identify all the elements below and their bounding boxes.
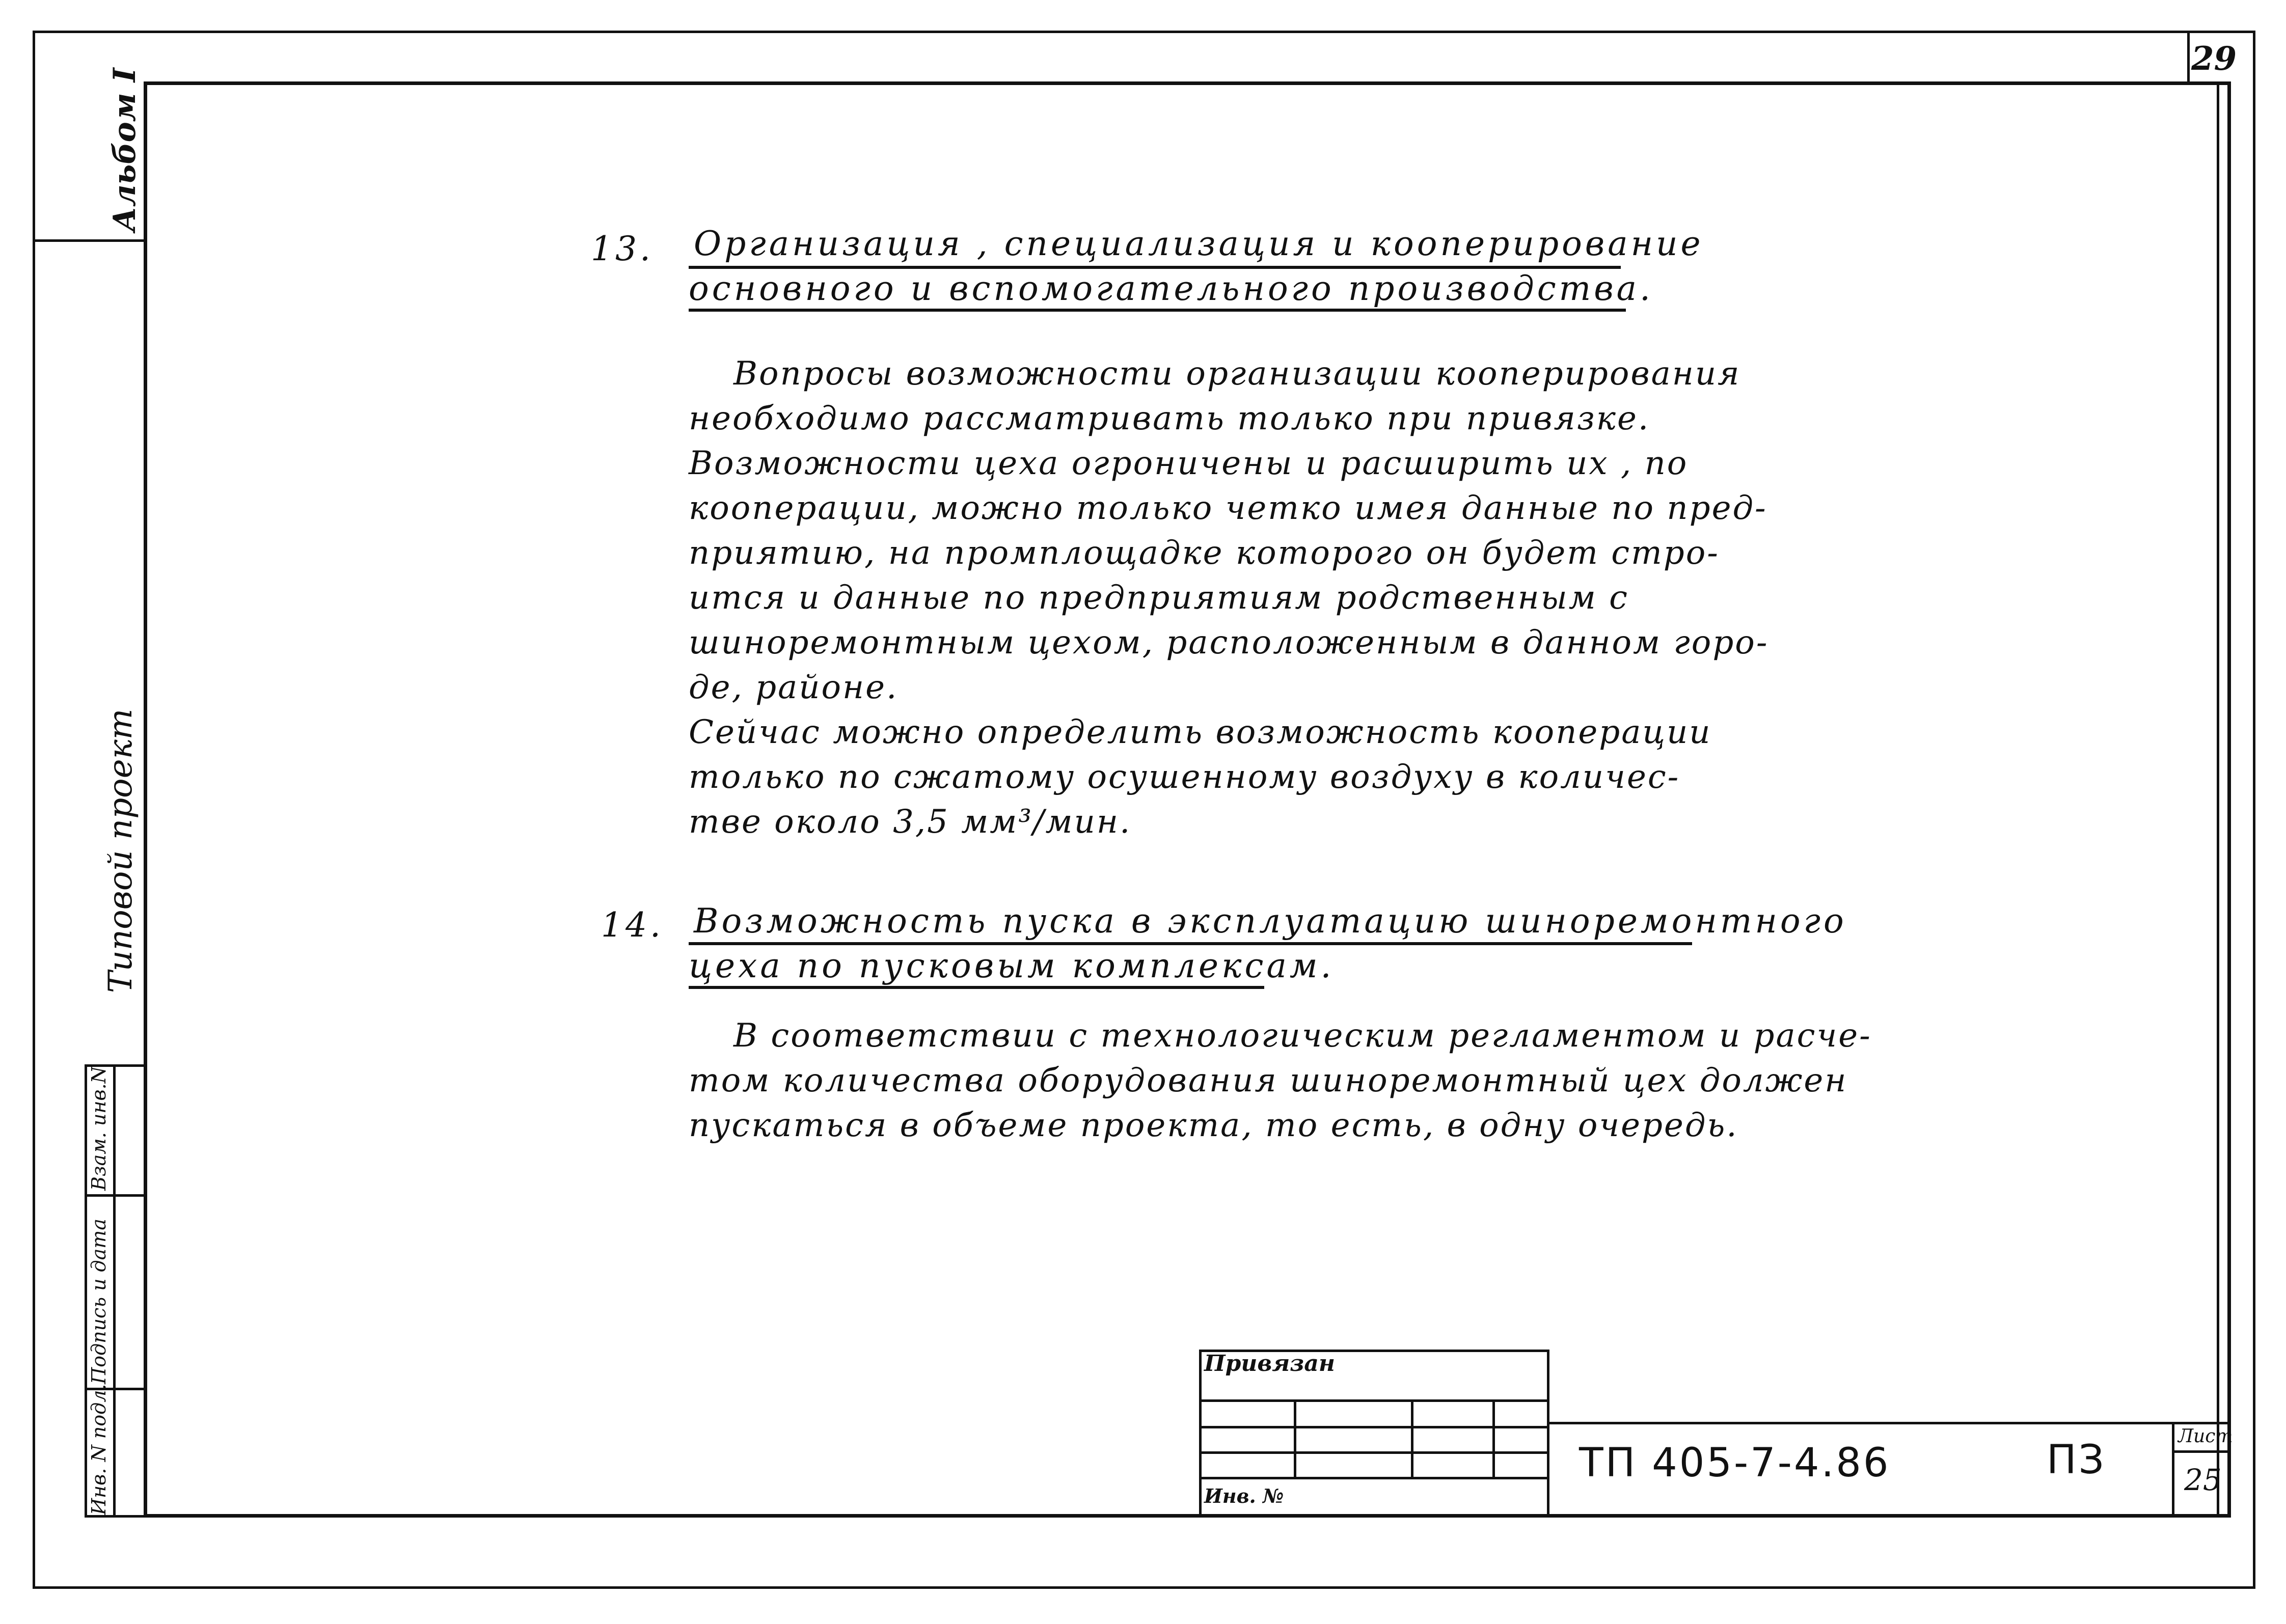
s14-line: В соответствии с технологическим регламентом и расче- [733, 1017, 1872, 1055]
section13-underline2 [689, 309, 1626, 312]
stamp-hline1 [1199, 1399, 1549, 1402]
field-sign-date: Подпись и дата [88, 1218, 110, 1384]
stamp-vline1 [1294, 1399, 1296, 1477]
field-inv-original: Инв. N подл. [88, 1384, 110, 1515]
section14-paragraph [689, 1013, 1872, 1148]
stamp-vline3 [1492, 1399, 1495, 1477]
s13-line: Возможности цеха огроничены и расширить их , по [689, 445, 1689, 482]
sheet-corner-number: 29 [2191, 40, 2237, 78]
section14-number: 14. [601, 905, 664, 945]
stamp-hline2 [1199, 1426, 1549, 1428]
s13-line: де, районе. [689, 669, 899, 706]
s13-line: только по сжатому осушенному воздуху в количес- [689, 758, 1680, 796]
right-frame-double-line [2217, 81, 2219, 1518]
left-strip-divider [33, 239, 144, 242]
section14-title-line2: цеха по пусковым комплексам. [689, 946, 1335, 985]
s13-line: Вопросы возможности организации кооперирования [733, 355, 1741, 393]
s13-line: ится и данные по предприятиям родственным с [689, 579, 1629, 617]
sheet-cell-divider [2172, 1450, 2231, 1453]
section14-underline1 [689, 942, 1692, 945]
section13-number: 13. [591, 229, 654, 268]
left-fields-sep1 [85, 1194, 144, 1197]
project-type-label: Типовой проект [102, 708, 140, 993]
s13-line: кооперации, можно только четко имея данные по пред- [689, 489, 1767, 527]
section14-title-line1: Возможность пуска в эксплуатацию шиноремонтного [694, 901, 1847, 941]
stamp-vline2 [1411, 1399, 1413, 1477]
section13-paragraph [689, 351, 1768, 844]
section13-title-line1: Организация , специализация и кооперирование [694, 224, 1704, 263]
s14-line: том количества оборудования шиноремонтный цех должен [689, 1062, 1848, 1099]
album-label: Альбом I [107, 68, 143, 232]
s13-line: тве около 3,5 мм³/мин. [689, 803, 1132, 841]
s13-line: необходимо рассматривать только при привязке. [689, 400, 1650, 437]
title-block-top-line [1549, 1422, 2231, 1424]
doc-code: ТП 405-7-4.86 [1579, 1440, 1891, 1486]
field-replace-inv: Взам. инв.N [88, 1066, 110, 1191]
s13-line: Сейчас можно определить возможность кооперации [689, 713, 1712, 751]
section13-title-line2: основного и вспомогательного производства. [689, 269, 1654, 308]
s13-line: шиноремонтным цехом, расположенным в данном горо- [689, 624, 1769, 662]
left-fields-divider [113, 1064, 116, 1518]
sheet-number: 25 [2184, 1463, 2222, 1497]
stamp-hline4 [1199, 1477, 1549, 1479]
section14-underline2 [689, 986, 1264, 989]
doc-type: ПЗ [2047, 1437, 2106, 1483]
s13-line: приятию, на промплощадке которого он будет стро- [689, 534, 1720, 572]
s14-line: пускаться в объеме проекта, то есть, в одну очередь. [689, 1107, 1738, 1144]
stamp-hline3 [1199, 1451, 1549, 1454]
sheet-label: Лист [2178, 1426, 2233, 1447]
inv-label: Инв. № [1204, 1484, 1284, 1507]
bound-label: Привязан [1204, 1351, 1335, 1377]
